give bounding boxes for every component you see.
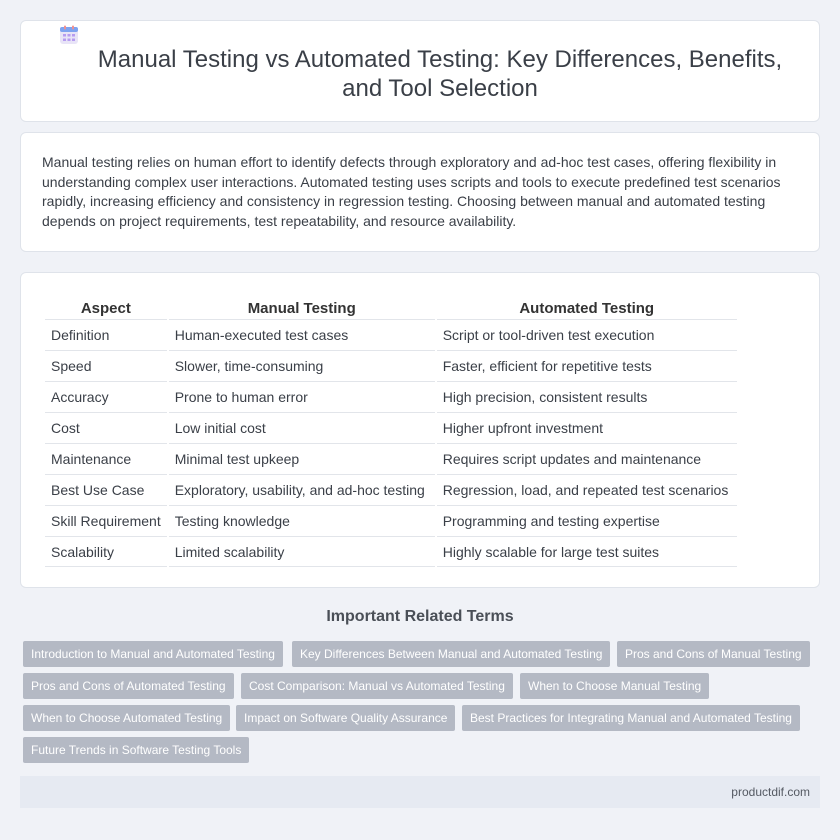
table-cell: Exploratory, usability, and ad-hoc testing <box>169 474 435 505</box>
table-cell: Best Use Case <box>45 474 167 505</box>
site-name[interactable]: productdif.com <box>731 785 810 799</box>
column-header: Aspect <box>80 300 131 317</box>
related-term-tag[interactable]: Key Differences Between Manual and Automated Testing <box>292 641 610 667</box>
related-term-tag[interactable]: Pros and Cons of Automated Testing <box>23 673 234 699</box>
intro-paragraph: Manual testing relies on human effort to identify defects through exploratory and ad-hoc test cases, offering flexibility in understanding complex user interactions. Automated testing uses scripts and tools to execute predefined test scenarios rapidly, increasing efficiency and consistency in regression testing. Choosing between manual and automated testing depends on project requirements, test repeatability, and resource availability. <box>42 154 781 229</box>
table-header-row <box>45 297 737 319</box>
comparison-card <box>20 272 820 588</box>
related-term-tag[interactable]: Best Practices for Integrating Manual and Automated Testing <box>462 705 800 731</box>
table-cell: Prone to human error <box>169 381 435 412</box>
table-cell: Regression, load, and repeated test scenarios <box>437 474 737 505</box>
table-cell: Faster, efficient for repetitive tests <box>437 350 737 381</box>
page-title: Manual Testing vs Automated Testing: Key Differences, Benefits, and Tool Selection <box>97 46 783 102</box>
footer <box>20 776 820 808</box>
table-row <box>45 474 737 505</box>
column-header: Automated Testing <box>519 300 655 317</box>
table-cell: Accuracy <box>45 381 167 412</box>
related-term-tag[interactable]: Future Trends in Software Testing Tools <box>23 737 249 763</box>
related-term-tag[interactable]: Pros and Cons of Manual Testing <box>617 641 810 667</box>
table-cell: Slower, time-consuming <box>169 350 435 381</box>
comparison-table <box>43 297 739 567</box>
table-row <box>45 319 737 350</box>
table-row <box>45 412 737 443</box>
table-row <box>45 505 737 536</box>
related-term-tag[interactable]: Impact on Software Quality Assurance <box>236 705 455 731</box>
table-row <box>45 381 737 412</box>
related-terms-heading: Important Related Terms <box>326 608 514 625</box>
table-row <box>45 536 737 567</box>
table-cell: Cost <box>45 412 167 443</box>
table-cell: Low initial cost <box>169 412 435 443</box>
table-row <box>45 443 737 474</box>
related-term-tag[interactable]: Introduction to Manual and Automated Testing <box>23 641 283 667</box>
column-header: Manual Testing <box>247 300 356 317</box>
table-cell: Highly scalable for large test suites <box>437 536 737 567</box>
related-term-tag[interactable]: Cost Comparison: Manual vs Automated Testing <box>241 673 513 699</box>
table-cell: Programming and testing expertise <box>437 505 737 536</box>
table-cell: High precision, consistent results <box>437 381 737 412</box>
intro-card <box>20 132 820 252</box>
title-card <box>20 20 820 122</box>
table-cell: Requires script updates and maintenance <box>437 443 737 474</box>
table-cell: Testing knowledge <box>169 505 435 536</box>
calendar-grid-icon <box>59 25 79 45</box>
table-cell: Minimal test upkeep <box>169 443 435 474</box>
related-term-tag[interactable]: When to Choose Automated Testing <box>23 705 230 731</box>
related-term-tag[interactable]: When to Choose Manual Testing <box>520 673 709 699</box>
table-cell: Limited scalability <box>169 536 435 567</box>
table-cell: Skill Requirement <box>45 505 167 536</box>
table-cell: Scalability <box>45 536 167 567</box>
table-cell: Higher upfront investment <box>437 412 737 443</box>
table-row <box>45 350 737 381</box>
table-cell: Definition <box>45 319 167 350</box>
table-cell: Human-executed test cases <box>169 319 435 350</box>
table-cell: Speed <box>45 350 167 381</box>
table-cell: Script or tool-driven test execution <box>437 319 737 350</box>
table-cell: Maintenance <box>45 443 167 474</box>
